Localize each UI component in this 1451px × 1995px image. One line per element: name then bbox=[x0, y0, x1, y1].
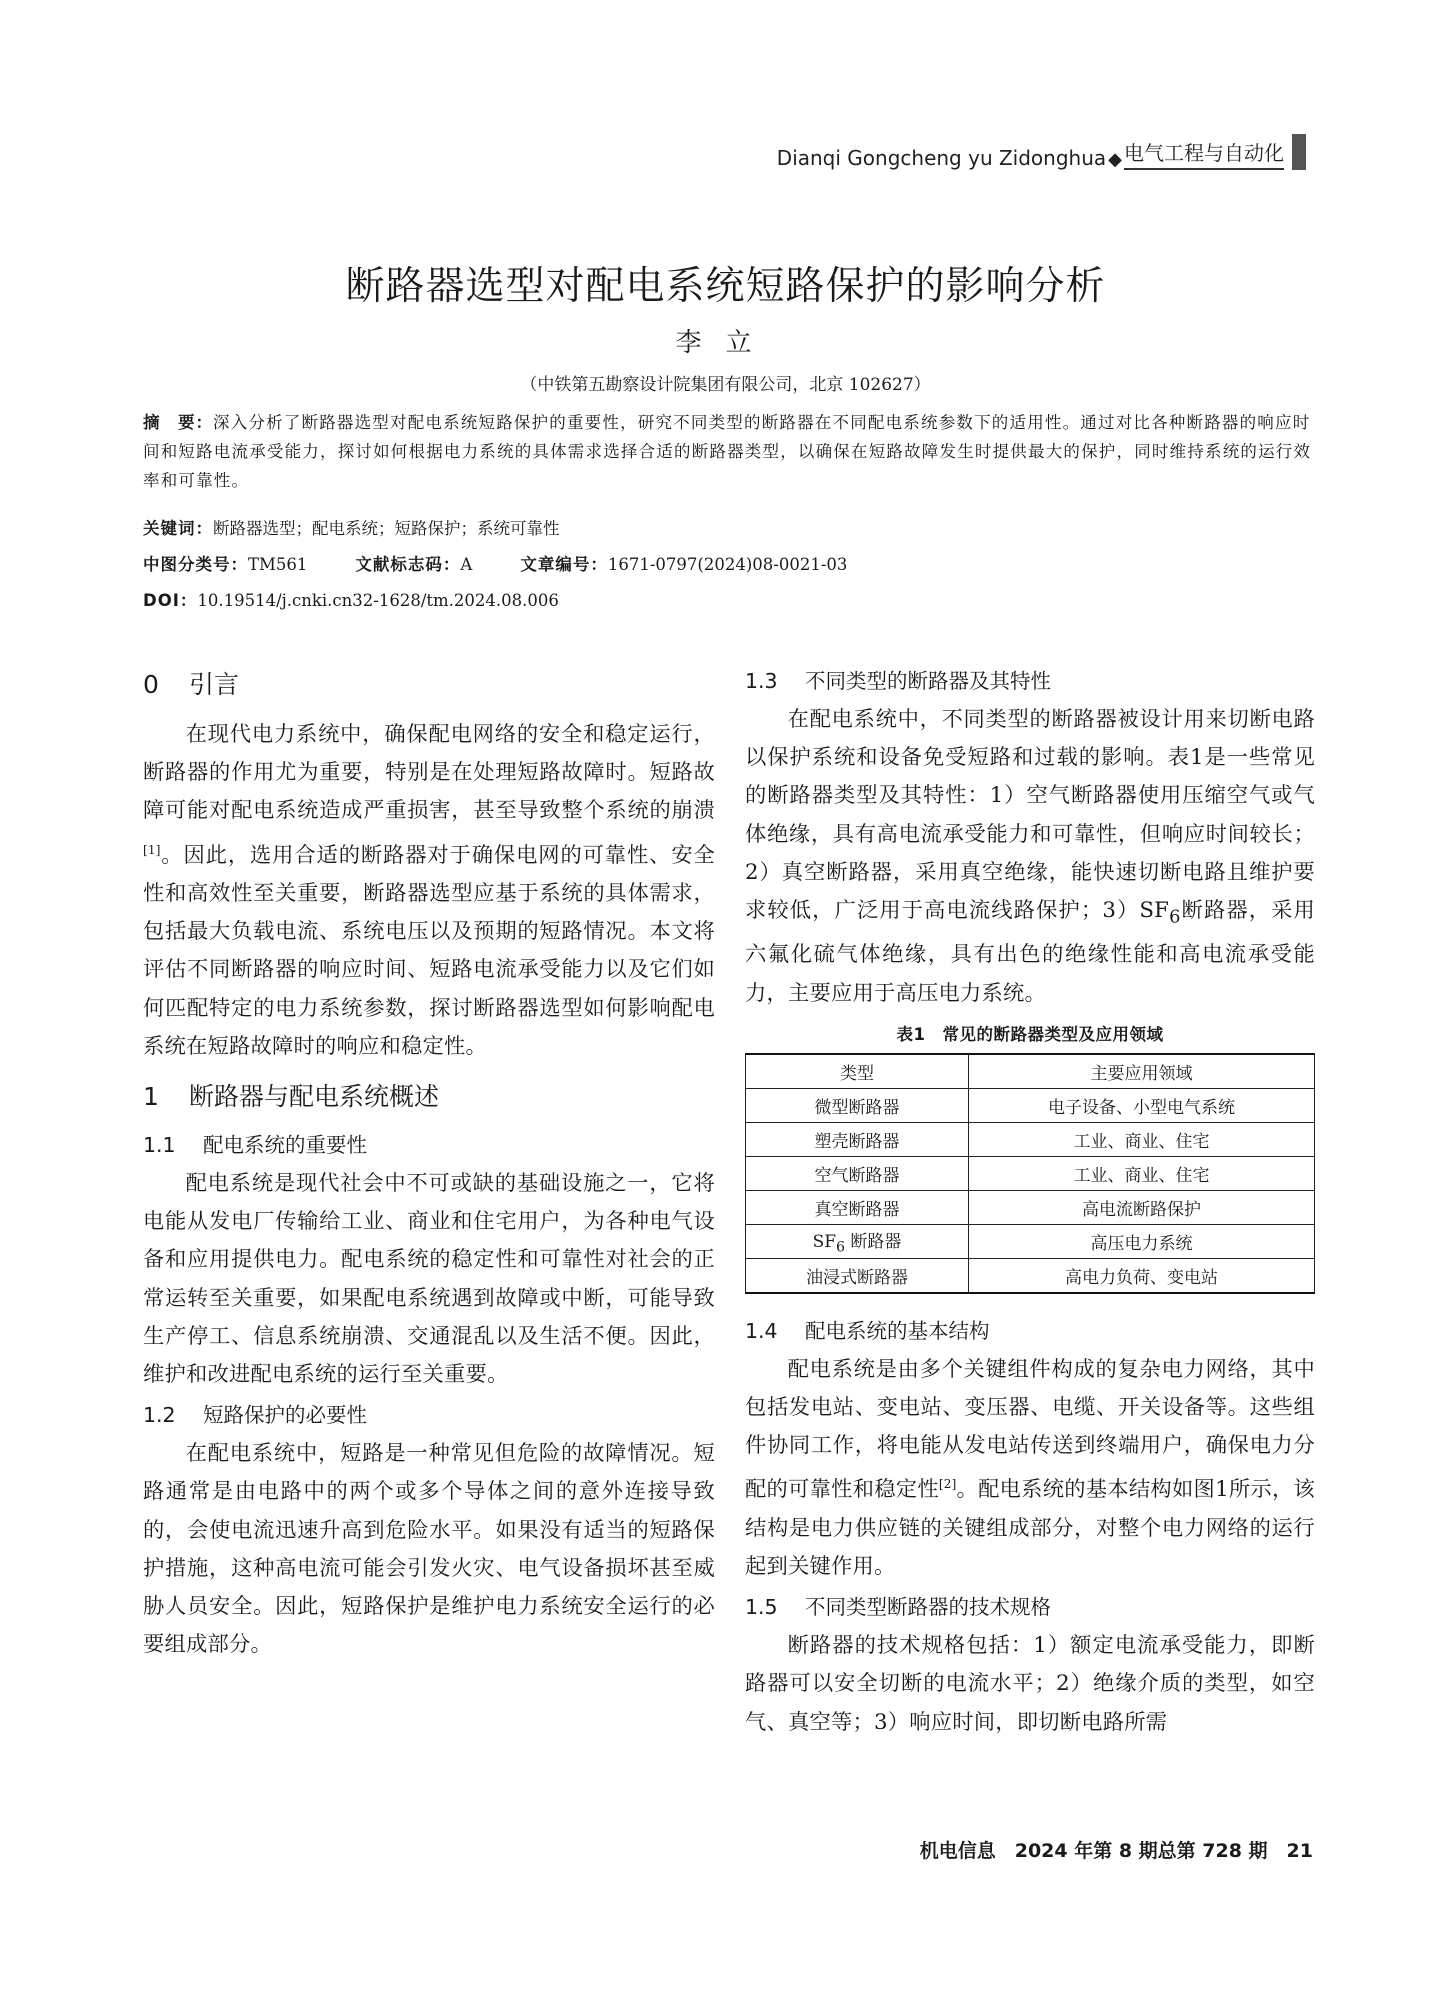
subsection-title: 不同类型断路器的技术规格 bbox=[805, 1595, 1051, 1620]
clc-value: TM561 bbox=[248, 555, 308, 574]
subsection-title: 配电系统的基本结构 bbox=[805, 1318, 990, 1343]
right-column bbox=[745, 660, 1315, 1742]
table-cell: 电子设备、小型电气系统 bbox=[969, 1088, 1315, 1122]
abstract-label: 摘 要： bbox=[143, 413, 213, 432]
subsection-number: 1.4 bbox=[745, 1318, 778, 1343]
table-row bbox=[746, 1190, 1315, 1224]
table-header-cell: 类型 bbox=[746, 1054, 969, 1089]
subsection-heading-1-3 bbox=[745, 664, 1315, 699]
table-row bbox=[746, 1258, 1315, 1293]
section-heading-1 bbox=[143, 1078, 715, 1116]
table-header-row bbox=[746, 1054, 1315, 1089]
paper-title: 断路器选型对配电系统短路保护的影响分析 bbox=[345, 264, 1106, 309]
doc-code-label: 文献标志码： bbox=[355, 555, 461, 574]
subsection-title: 不同类型的断路器及其特性 bbox=[805, 669, 1051, 693]
table-row bbox=[746, 1224, 1315, 1258]
section-title: 引言 bbox=[189, 670, 240, 699]
paragraph-intro: 在现代电力系统中，确保配电网络的安全和稳定运行，断路器的作用尤为重要，特别是在处理短路故障时。短路故障可能对配电系统造成严重损害，甚至导致整个系统的崩溃[1]。因此，选用合适的断路器对于确保电网的可靠性、安全性和高效性至关重要，断路器选型应基于系统的具体需求，包括最大负载电流、系统电压以及预期的短路情况。本文将评估不同断路器的响应时间、短路电流承受能力以及它们如何匹配特定的电力系统参数，探讨断路器选型如何影响配电系统在短路故障时的响应和稳定性。 bbox=[143, 722, 715, 1059]
citation-ref: [2] bbox=[938, 1477, 957, 1492]
journal-name: 电气工程与自动化 bbox=[1124, 137, 1284, 170]
author-name: 李立 bbox=[675, 328, 776, 358]
doc-code-value: A bbox=[460, 555, 473, 574]
page-footer: 机电信息 2024 年第 8 期总第 728 期 21 bbox=[919, 1840, 1313, 1862]
table-cell: 空气断路器 bbox=[746, 1156, 969, 1190]
paragraph-1-5: 断路器的技术规格包括：1）额定电流承受能力，即断路器可以安全切断的电流水平；2）绝缘介质的类型，如空气、真空等；3）响应时间，即切断电路所需 bbox=[745, 1633, 1315, 1735]
header-bar-decoration bbox=[1292, 134, 1306, 170]
subsection-title: 配电系统的重要性 bbox=[203, 1132, 367, 1157]
paragraph-1-4: 配电系统是由多个关键组件构成的复杂电力网络，其中包括发电站、变电站、变压器、电缆、开关设备等。这些组件协同工作，将电能从发电站传送到终端用户，确保电力分配的可靠性和稳定性[2]。配电系统的基本结构如图1所示，该结构是电力供应链的关键组成部分，对整个电力网络的运行起到关键作用。 bbox=[745, 1356, 1315, 1579]
table-cell: 塑壳断路器 bbox=[746, 1122, 969, 1156]
article-no-value: 1671-0797(2024)08-0021-03 bbox=[607, 555, 848, 574]
section-title: 断路器与配电系统概述 bbox=[189, 1081, 440, 1111]
subsection-title: 短路保护的必要性 bbox=[203, 1403, 367, 1428]
subsection-heading-1-5 bbox=[745, 1590, 1315, 1625]
diamond-icon: ◆ bbox=[1108, 149, 1122, 170]
subsection-number: 1.5 bbox=[745, 1595, 778, 1620]
affiliation: （中铁第五勘察设计院集团有限公司，北京 102627） bbox=[520, 375, 931, 395]
abstract bbox=[143, 408, 1313, 495]
table-cell: 高电力负荷、变电站 bbox=[969, 1258, 1315, 1293]
table-row bbox=[746, 1122, 1315, 1156]
subsection-number: 1.1 bbox=[143, 1132, 176, 1157]
table-cell: 工业、商业、住宅 bbox=[969, 1156, 1315, 1190]
paragraph-1-3: 在配电系统中，不同类型的断路器被设计用来切断电路以保护系统和设备免受短路和过载的影响。表1是一些常见的断路器类型及其特性：1）空气断路器使用压缩空气或气体绝缘，具有高电流承受能力和可靠性，但响应时间较长；2）真空断路器，采用真空绝缘，能快速切断电路且维护要求较低，广泛用于高电流线路保护；$3)SF_6$断路器，采用六氟化硫气体绝缘，具有出色的绝缘性能和高电流承受能力，主要应用于高压电力系统。 bbox=[745, 707, 1315, 1006]
abstract-text: 深入分析了断路器选型对配电系统短路保护的重要性，研究不同类型的断路器在不同配电系统参数下的适用性。通过对比各种断路器的响应时间和短路电流承受能力，探讨如何根据电力系统的具体需求选择合适的断路器类型，以确保在短路故障发生时提供最大的保护，同时维持系统的运行效率和可靠性。 bbox=[143, 413, 1312, 490]
table-cell: 高电流断路保护 bbox=[969, 1190, 1315, 1224]
classification-line bbox=[143, 550, 1313, 579]
doi-value: 10.19514/j.cnki.cn32-1628/tm.2024.08.006 bbox=[197, 591, 559, 610]
section-heading-0 bbox=[143, 666, 715, 704]
subsection-heading-1-2 bbox=[143, 1398, 715, 1433]
journal-pinyin: Dianqi Gongcheng yu Zidonghua bbox=[776, 146, 1107, 170]
left-column bbox=[143, 660, 715, 1664]
running-header bbox=[760, 130, 1306, 170]
table-cell: 油浸式断路器 bbox=[746, 1258, 969, 1293]
article-no-label: 文章编号： bbox=[520, 555, 608, 574]
doi-line bbox=[143, 586, 1313, 615]
table-cell: 高压电力系统 bbox=[969, 1224, 1315, 1258]
keywords-text: 断路器选型；配电系统；短路保护；系统可靠性 bbox=[213, 519, 560, 538]
subsection-number: 1.3 bbox=[745, 669, 778, 693]
subsection-number: 1.2 bbox=[143, 1403, 176, 1428]
table-cell: 工业、商业、住宅 bbox=[969, 1122, 1315, 1156]
paragraph-1-1: 配电系统是现代社会中不可或缺的基础设施之一，它将电能从发电厂传输给工业、商业和住宅用户，为各种电气设备和应用提供电力。配电系统的稳定性和可靠性对社会的正常运转至关重要，如果配电系统遇到故障或中断，可能导致生产停工、信息系统崩溃、交通混乱以及生活不便。因此，维护和改进配电系统的运行至关重要。 bbox=[143, 1170, 715, 1387]
subsection-heading-1-4 bbox=[745, 1314, 1315, 1349]
table-cell: 微型断路器 bbox=[746, 1088, 969, 1122]
table-cell: 真空断路器 bbox=[746, 1190, 969, 1224]
clc-label: 中图分类号： bbox=[143, 555, 248, 574]
table-row bbox=[746, 1088, 1315, 1122]
breaker-types-table bbox=[745, 1053, 1315, 1294]
table-cell: $SF_6$ 断路器 bbox=[746, 1224, 969, 1258]
table-header-cell: 主要应用领域 bbox=[969, 1054, 1315, 1089]
table-caption: 表1 常见的断路器类型及应用领域 bbox=[896, 1024, 1164, 1044]
keywords bbox=[143, 514, 1313, 543]
citation-ref: [1] bbox=[143, 842, 161, 857]
subsection-heading-1-1 bbox=[143, 1128, 715, 1163]
section-number: 1 bbox=[143, 1081, 159, 1111]
doi-label: DOI： bbox=[143, 591, 198, 610]
keywords-label: 关键词： bbox=[143, 519, 213, 538]
table-row bbox=[746, 1156, 1315, 1190]
paragraph-1-2: 在配电系统中，短路是一种常见但危险的故障情况。短路通常是由电路中的两个或多个导体之间的意外连接导致的，会使电流迅速升高到危险水平。如果没有适当的短路保护措施，这种高电流可能会引发火灾、电气设备损坏甚至威胁人员安全。因此，短路保护是维护电力系统安全运行的必要组成部分。 bbox=[143, 1441, 715, 1658]
section-number: 0 bbox=[143, 670, 159, 699]
